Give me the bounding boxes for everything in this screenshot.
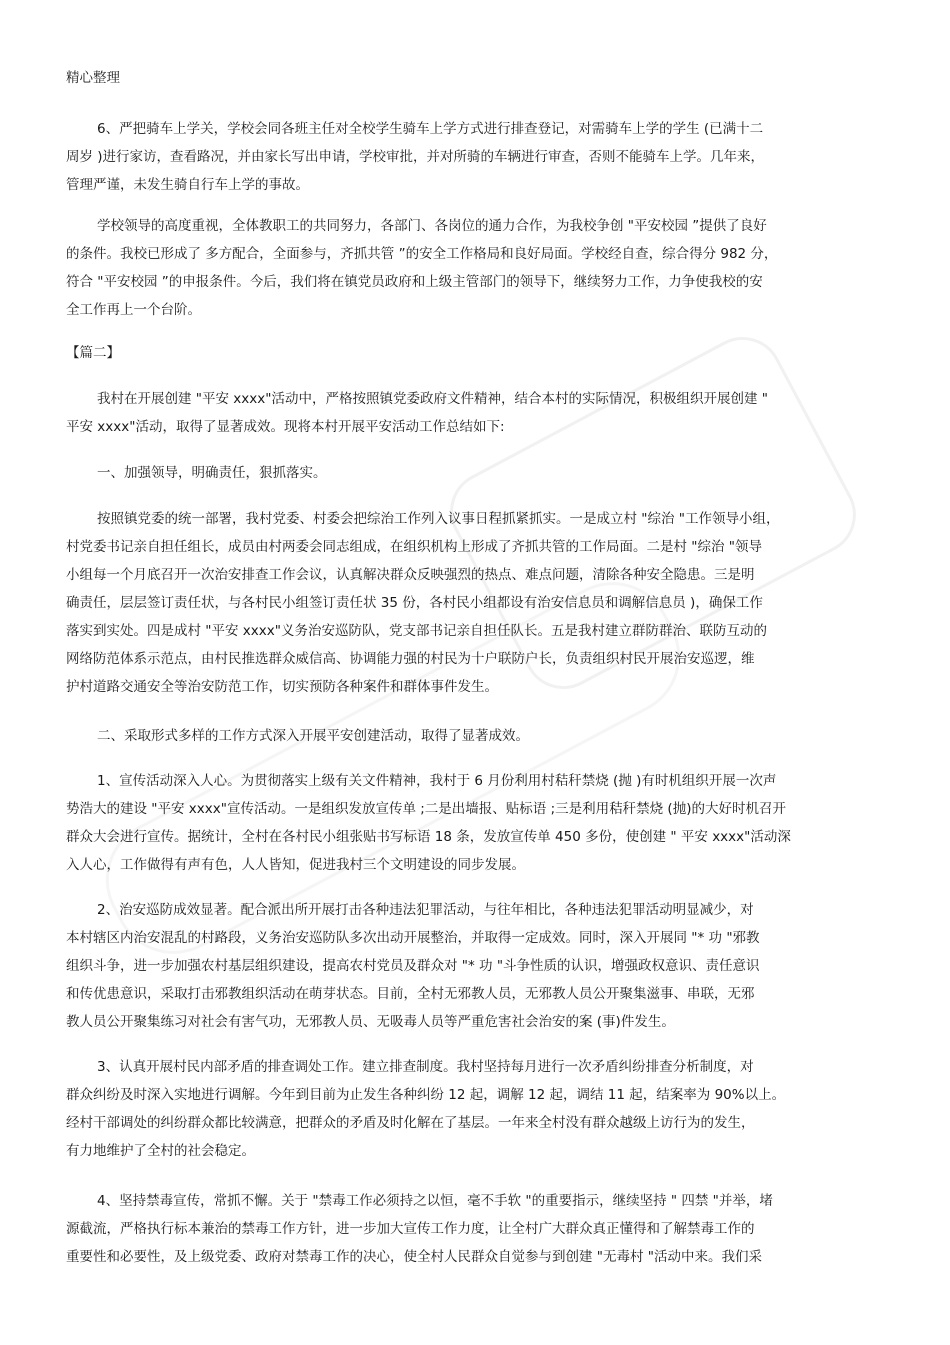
text-line: 全工作再上一个台阶。 <box>66 302 201 318</box>
text-line: 平安 xxxx"活动，取得了显著成效。现将本村开展平安活动工作总结如下: <box>66 419 505 435</box>
text-line: 3、认真开展村民内部矛盾的排查调处工作。建立排查制度。我村坚持每月进行一次矛盾纠纷排查分析制度，对 <box>97 1059 754 1075</box>
page-header: 精心整理 <box>66 70 120 86</box>
subheading-one <box>66 459 886 487</box>
text-line: 有力地维护了全村的社会稳定。 <box>66 1143 255 1159</box>
subheading-two <box>66 722 886 750</box>
text-line: 入人心，工作做得有声有色，人人皆知，促进我村三个文明建设的同步发展。 <box>66 857 525 873</box>
text-line: 一、加强领导，明确责任，狠抓落实。 <box>97 465 327 481</box>
text-line: 我村在开展创建 "平安 xxxx"活动中，严格按照镇党委政府文件精神，结合本村的实际情况，积极组织开展创建 " <box>97 391 768 407</box>
text-line: 4、坚持禁毒宣传，常抓不懈。关于 "禁毒工作必须持之以恒，毫不手软 "的重要指示，继续坚持 " 四禁 "并举，堵 <box>97 1193 773 1209</box>
paragraph-publicity <box>66 767 886 879</box>
text-line: 护村道路交通安全等治安防范工作，切实预防各种案件和群体事件发生。 <box>66 679 498 695</box>
text-line: 学校领导的高度重视，全体教职工的共同努力，各部门、各岗位的通力合作，为我校争创 "平安校园 ”提供了良好 <box>97 218 767 234</box>
paragraph-intro <box>66 385 886 441</box>
text-line: 小组每一个月底召开一次治安排查工作会议，认真解决群众反映强烈的热点、难点问题，清除各种安全隐患。三是明 <box>66 567 755 583</box>
text-line: 群众大会进行宣传。据统计，全村在各村民小组张贴书写标语 18 条，发放宣传单 450 多份，使创建 " 平安 xxxx"活动深 <box>66 829 791 845</box>
text-line: 组织斗争，进一步加强农村基层组织建设，提高农村党员及群众对 "* 功 "斗争性质的认识，增强政权意识、责任意识 <box>66 958 760 974</box>
text-line: 二、采取形式多样的工作方式深入开展平安创建活动，取得了显著成效。 <box>97 728 529 744</box>
paragraph-leadership <box>66 505 886 701</box>
text-line: 网络防范体系示范点，由村民推选群众威信高、协调能力强的村民为十户联防户长，负责组织村民开展治安巡逻，维 <box>66 651 755 667</box>
paragraph-patrol <box>66 896 886 1036</box>
section-heading <box>66 339 886 367</box>
text-line: 的条件。我校已形成了 多方配合，全面参与，齐抓共管 ”的安全工作格局和良好局面。学校经自查，综合得分 982 分， <box>66 246 778 262</box>
text-line: 本村辖区内治安混乱的村路段，义务治安巡防队多次出动开展整治，并取得一定成效。同时，深入开展同 "* 功 "邪教 <box>66 930 760 946</box>
text-line: 1、宣传活动深入人心。为贯彻落实上级有关文件精神，我村于 6 月份利用村秸秆禁烧 (抛 )有时机组织开展一次声 <box>97 773 777 789</box>
text-line: 2、治安巡防成效显著。配合派出所开展打击各种违法犯罪活动，与往年相比，各种违法犯罪活动明显减少，对 <box>97 902 754 918</box>
text-line: 势浩大的建设 "平安 xxxx"宣传活动。一是组织发放宣传单 ;二是出墙报、贴标语 ;三是利用秸秆禁烧 (抛)的大好时机召开 <box>66 801 786 817</box>
text-line: 周岁 )进行家访，查看路况，并由家长写出申请，学校审批，并对所骑的车辆进行审查，否则不能骑车上学。几年来， <box>66 149 765 165</box>
text-line: 教人员公开聚集练习对社会有害气功，无邪教人员、无吸毒人员等严重危害社会治安的案 (事)件发生。 <box>66 1014 675 1030</box>
text-line: 符合 "平安校园 ”的申报条件。今后，我们将在镇党员政府和上级主管部门的领导下，继续努力工作，力争使我校的安 <box>66 274 763 290</box>
paragraph-bike-safety <box>66 115 886 199</box>
paragraph-school-summary <box>66 212 886 324</box>
text-line: 经村干部调处的纠纷群众都比较满意，把群众的矛盾及时化解在了基层。一年来全村没有群众越级上访行为的发生， <box>66 1115 755 1131</box>
text-line: 6、严把骑车上学关，学校会同各班主任对全校学生骑车上学方式进行排查登记，对需骑车上学的学生 (已满十二 <box>97 121 764 137</box>
text-line: 和传优患意识，采取打击邪教组织活动在萌芽状态。目前，全村无邪教人员，无邪教人员公开聚集滋事、串联，无邪 <box>66 986 755 1002</box>
paragraph-anti-drug <box>66 1187 886 1271</box>
text-line: 源截流，严格执行标本兼治的禁毒工作方针，进一步加大宣传工作力度，让全村广大群众真正懂得和了解禁毒工作的 <box>66 1221 755 1237</box>
text-line: 村党委书记亲自担任组长，成员由村两委会同志组成，在组织机构上形成了齐抓共管的工作局面。二是村 "综治 "领导 <box>66 539 762 555</box>
text-line: 落实到实处。四是成村 "平安 xxxx"义务治安巡防队，党支部书记亲自担任队长。五是我村建立群防群治、联防互动的 <box>66 623 767 639</box>
text-line: 群众纠纷及时深入实地进行调解。今年到目前为止发生各种纠纷 12 起，调解 12 起，调结 11 起，结案率为 90%以上。 <box>66 1087 786 1103</box>
text-line: 【篇二】 <box>66 345 120 361</box>
text-line: 确责任，层层签订责任状，与各村民小组签订责任状 35 份，各村民小组都设有治安信息员和调解信息员 )，确保工作 <box>66 595 763 611</box>
text-line: 重要性和必要性，及上级党委、政府对禁毒工作的决心，使全村人民群众自觉参与到创建 "无毒村 "活动中来。我们采 <box>66 1249 762 1265</box>
text-line: 管理严谨，未发生骑自行车上学的事故。 <box>66 177 309 193</box>
text-line: 按照镇党委的统一部署，我村党委、村委会把综治工作列入议事日程抓紧抓实。一是成立村 "综治 "工作领导小组， <box>97 511 780 527</box>
paragraph-mediation <box>66 1053 886 1165</box>
